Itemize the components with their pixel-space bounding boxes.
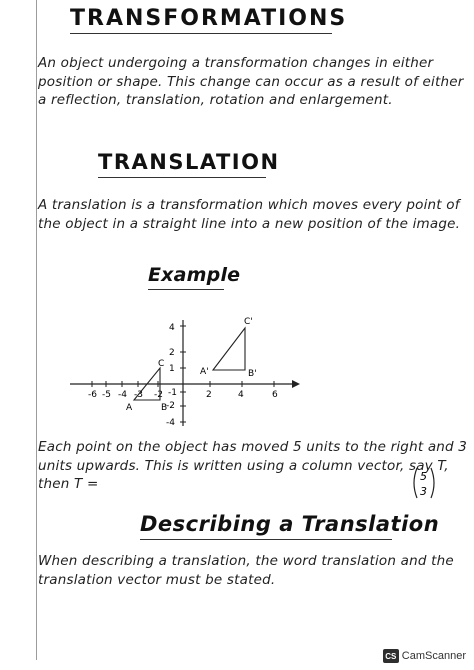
describing-paragraph: When describing a translation, the word translation and the translation vector must be stated. (38, 553, 454, 588)
explanation-paragraph: Each point on the object has moved 5 units to the right and 3 units upwards. This is written using a column vector, say T, then T = (38, 439, 468, 492)
page-title: TRANSFORMATIONS (70, 6, 348, 31)
x-tick-label: 2 (206, 390, 212, 400)
x-tick-label: -4 (118, 390, 127, 400)
point-label-b-prime: B' (248, 369, 257, 379)
describing-heading: Describing a Translation (140, 512, 440, 536)
translation-definition: A translation is a transformation which moves every point of the object in a straight line into a new position of the image. (38, 197, 461, 232)
point-label-b: B (161, 403, 168, 413)
point-label-c: C (158, 359, 165, 369)
y-tick-label: 1 (169, 364, 175, 374)
image-triangle (213, 328, 245, 370)
y-tick-label: 4 (169, 323, 175, 333)
x-tick-label: 4 (238, 390, 244, 400)
vector-top: 5 (420, 470, 428, 483)
x-tick-label: 6 (272, 390, 278, 400)
point-label-c-prime: C' (244, 317, 253, 327)
intro-paragraph: An object undergoing a transformation changes in either position or shape. This change can occur as a result of either a reflection, translation, rotation and enlargement. (38, 55, 464, 108)
scanner-brand: CamScanner (401, 650, 466, 662)
example-heading-underline (148, 289, 224, 290)
example-heading: Example (148, 264, 241, 286)
point-label-a: A (126, 403, 133, 413)
y-tick-label: 2 (169, 348, 175, 358)
x-tick-label: -5 (102, 390, 111, 400)
x-axis-arrow-icon (292, 380, 300, 388)
x-tick-label: -3 (134, 390, 143, 400)
column-vector (410, 466, 438, 504)
y-tick-label: -1 (168, 388, 177, 398)
title-underline (70, 33, 332, 34)
translation-graph (60, 308, 300, 430)
vector-bottom: 3 (420, 485, 428, 498)
y-tick-label: -4 (166, 418, 175, 428)
point-label-a-prime: A' (200, 367, 209, 377)
margin-line (36, 0, 37, 660)
camscanner-logo-icon: CS (383, 649, 399, 663)
x-tick-label: -2 (154, 390, 163, 400)
y-tick-label: -2 (166, 401, 175, 411)
x-tick-label: -6 (88, 390, 97, 400)
translation-heading-underline (98, 177, 266, 178)
column-vector-brackets (410, 466, 438, 500)
translation-heading: TRANSLATION (98, 150, 280, 174)
describing-heading-underline (140, 539, 392, 540)
scanner-watermark (383, 648, 466, 664)
